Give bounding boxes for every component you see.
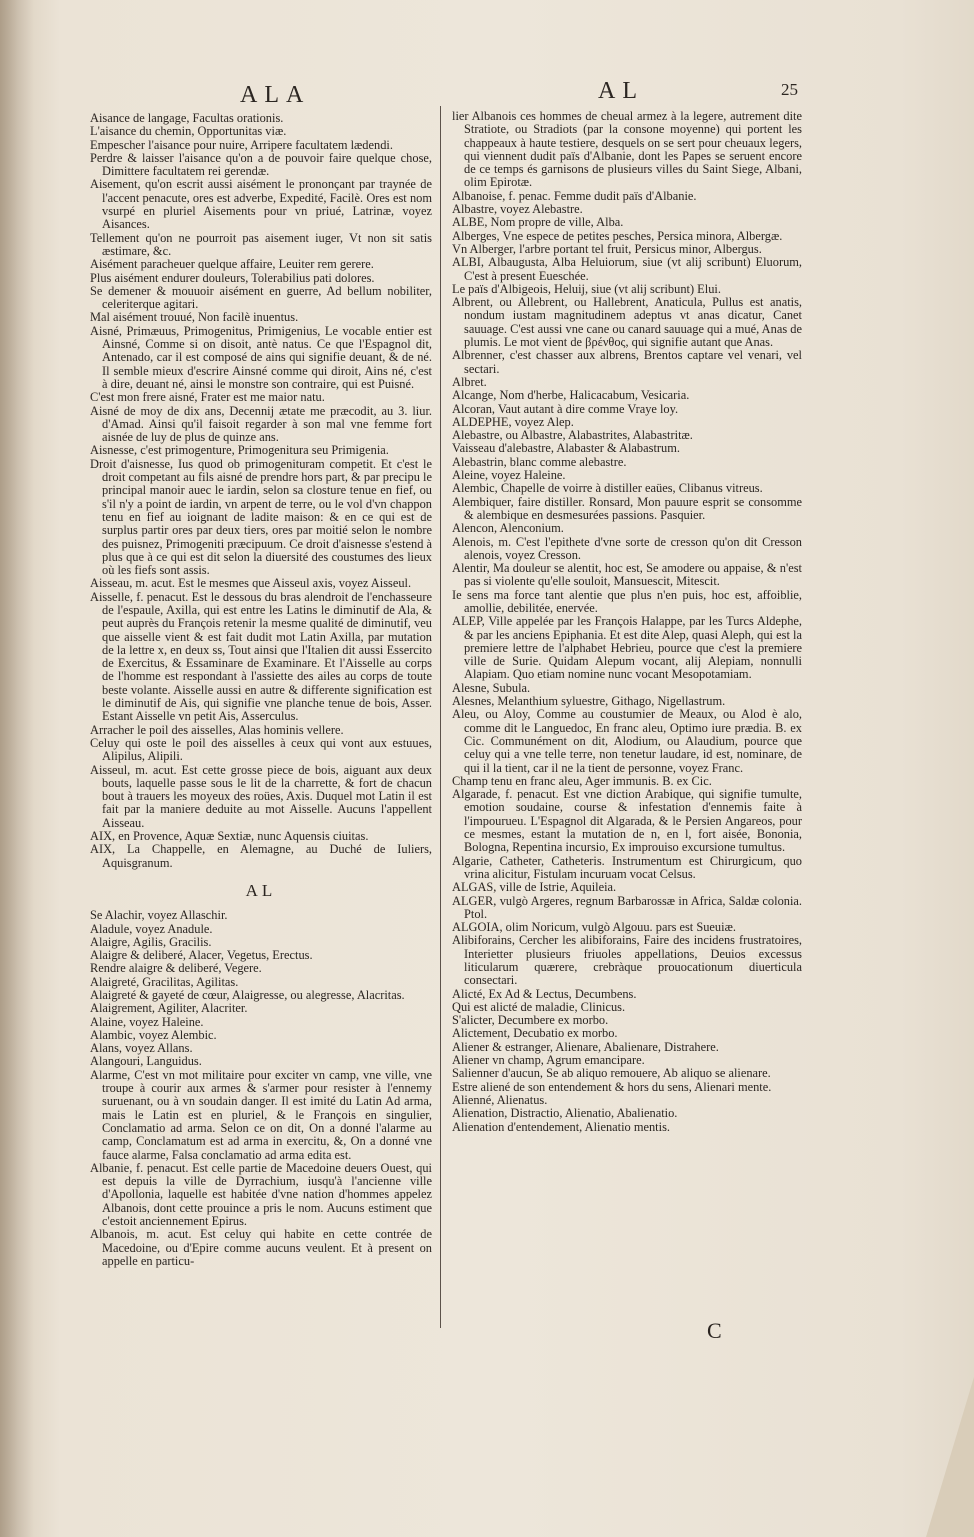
right-entries xyxy=(452,110,802,1134)
dictionary-entry: Alarme, C'est vn mot militaire pour exciter vn camp, vne ville, vne troupe à courir aux armes & s'armer pour resister à l'ennemy suruenant, ou à vn soudain danger. Il est imité du Latin Ad arma, mais le Latin est en pluriel, & le François en singulier, Conclamatio ad arma. Selon ce on dit, On a donné l'alarme au camp, Conclamatum est ad arma in exercitu, &, On a donné vne fauce alarme, Falsa conclamatio ad arma edita est. xyxy=(90,1067,432,1162)
dictionary-entry: Alaigreté & gayeté de cœur, Alaigresse, ou alegresse, Alacritas. xyxy=(90,988,405,1002)
dictionary-entry: Se Alachir, voyez Allaschir. xyxy=(90,908,228,923)
dictionary-entry: Alcange, Nom d'herbe, Halicacabum, Vesicaria. xyxy=(452,388,690,403)
dictionary-entry: S'alicter, Decumbere ex morbo. xyxy=(452,1013,609,1028)
left-column xyxy=(90,112,432,1268)
dictionary-entry: Vn Alberger, l'arbre portant tel fruit, Persicus minor, Albergus. xyxy=(452,241,762,256)
dictionary-entry: Rendre alaigre & deliberé, Vegere. xyxy=(90,961,262,976)
dictionary-entry: Alberges, Vne espece de petites pesches, Persica minora, Albergæ. xyxy=(452,228,783,243)
dictionary-entry: Alaine, voyez Haleine. xyxy=(90,1014,204,1029)
column-rule xyxy=(440,106,441,1328)
dictionary-entry: Alibiforains, Cercher les alibiforains, Faire des incidens frustratoires, Interietter plusieurs friuoles appellations, Deuios excessus liticularum quærere, crebràque prouocationum diuerticula consectari. xyxy=(452,933,802,988)
dictionary-entry: Albrent, ou Allebrent, ou Hallebrent, Anaticula, Pullus est anatis, nondum iustam magnitudinem adeptus vt anas dicatur, Canet sauuage. C'est aussi vne cane ou canard sauuage qui a mué, Anas de plumis. Le mot vient de βρένθος, qui signifie autant que Anas. xyxy=(452,295,802,350)
page-corner xyxy=(926,1377,974,1537)
dictionary-entry: Aisement, qu'on escrit aussi aisément le prononçant par traynée de l'accent penacute, ores est adverbe, Expedité, Facilè. Ores est nom vsurpé en pluriel Aisements pour vn priué, Latrinæ, voyez Aisances. xyxy=(90,177,432,232)
dictionary-entry: Albrenner, c'est chasser aux albrens, Brentos captare vel venari, vel sectari. xyxy=(452,348,802,376)
dictionary-entry: Alienation, Distractio, Alienatio, Abalienatio. xyxy=(452,1106,678,1121)
left-entries xyxy=(90,112,432,870)
dictionary-entry: Alcoran, Vaut autant à dire comme Vraye loy. xyxy=(452,401,679,416)
dictionary-entry: Aleu, ou Aloy, Comme au coustumier de Meaux, ou Alod è alo, comme dit le Languedoc, En franc aleu, Optimo iure prædia. B. ex Cic. Communément on dit, Alodium, ou Alaudium, pource que celuy qui a vne telle terre, non tenetur laudare, id est, nominare, de qui il la tient, car il ne la tient de personne, voyez Franc. xyxy=(452,707,802,775)
dictionary-entry: Aliener vn champ, Agrum emancipare. xyxy=(452,1053,645,1068)
dictionary-entry: Arracher le poil des aisselles, Alas hominis vellere. xyxy=(90,722,344,737)
dictionary-entry: ALGOIA, olim Noricum, vulgò Algouu. pars est Sueuiæ. xyxy=(452,920,736,935)
dictionary-entry: Droit d'aisnesse, Ius quod ob primogenituram competit. Et c'est le droit competant au fils aisné de prendre hors part, & par precipu le principal manoir auec le iardin, selon sa closture tenue en fief, ou s'il n'y a point de iardin, vn arpent de terre, ou le vol d'vn chappon tenu en fief au ioignant de ladite maison: & en ce qui est de surplus partir ores par deux tiers, ores par moitié selon le nombre des puisnez, Primogeniti præcipuum. Ce droit d'aisnesse s'estend à plus que à ce qui est dit selon la diuersité des coustumes des lieux où les fiefs sont assis. xyxy=(90,456,433,578)
dictionary-entry: Alangouri, Languidus. xyxy=(90,1054,202,1069)
dictionary-entry: ALBI, Albaugusta, Alba Heluiorum, siue (vt alij scribunt) Eluorum, C'est à present Eueschée. xyxy=(452,255,802,283)
dictionary-entry: Alaigre & deliberé, Alacer, Vegetus, Erectus. xyxy=(90,948,313,963)
dictionary-entry: Alembiquer, faire distiller. Ronsard, Mon pauure esprit se consomme & alembique en desmesurées passions. Pasquier. xyxy=(452,494,802,522)
dictionary-entry: Aisément paracheuer quelque affaire, Leuiter rem gerere. xyxy=(90,257,374,272)
dictionary-entry: lier Albanois ces hommes de cheual armez à la legere, autrement dite Stratiote, ou Stradiots (par la consone moyenne) qui portent les chappeaux à haute testiere, desquels on se sert pour cheuaux legers, qui viennent dudit païs d'Albanie, dont les Papes se seruent encore de ce temps és garnisons de plusieurs villes du Saint Siege, Albani, olim Epirotæ. xyxy=(452,109,802,190)
dictionary-entry: ALGAS, ville de Istrie, Aquileia. xyxy=(452,880,617,895)
dictionary-entry: AIX, La Chappelle, en Alemagne, au Duché de Iuliers, Aquisgranum. xyxy=(90,842,432,870)
binding-shadow xyxy=(0,0,34,1537)
dictionary-entry: ALGER, vulgò Argeres, regnum Barbarossæ in Africa, Saldæ colonia. Ptol. xyxy=(452,893,802,921)
section-heading: AL xyxy=(245,880,277,900)
dictionary-entry: Alaigreté, Gracilitas, Agilitas. xyxy=(90,974,239,989)
dictionary-entry: Celuy qui oste le poil des aisselles à ceux qui vont aux estuues, Alipilus, Alipili. xyxy=(90,735,432,764)
running-head-right: AL xyxy=(598,78,644,104)
dictionary-entry: Aisné de moy de dix ans, Decennij ætate me præcodit, au 3. liur. d'Amad. Ainsi qu'il faisoit regarder à son mal vne femme fort aisnée de luy de plus de quinze ans. xyxy=(90,403,432,445)
dictionary-entry: Vaisseau d'alebastre, Alabaster & Alabastrum. xyxy=(452,441,680,456)
dictionary-entry: Alentir, Ma douleur se alentit, hoc est, Se amodere ou appaise, & n'est pas si violente qu'elle souloit, Mansuescit, Mitescit. xyxy=(452,561,802,589)
dictionary-entry: Le païs d'Albigeois, Heluij, siue (vt alij scribunt) Elui. xyxy=(452,281,721,296)
dictionary-entry: Alambic, voyez Alembic. xyxy=(90,1027,217,1042)
dictionary-entry: Alicté, Ex Ad & Lectus, Decumbens. xyxy=(452,986,637,1001)
dictionary-entry: Champ tenu en franc aleu, Ager immunis. B. ex Cic. xyxy=(452,773,712,788)
running-head-left: ALA xyxy=(240,82,311,108)
dictionary-entry: Alaigrement, Agiliter, Alacriter. xyxy=(90,1001,248,1016)
dictionary-entry: Alesne, Subula. xyxy=(452,680,531,695)
catchword: C xyxy=(707,1318,722,1343)
dictionary-entry: Alienné, Alienatus. xyxy=(452,1092,548,1107)
dictionary-entry: Perdre & laisser l'aisance qu'on a de pouvoir faire quelque chose, Dimittere facultatem rei gerendæ. xyxy=(90,150,432,179)
dictionary-entry: Se demener & mouuoir aisément en guerre, Ad bellum nobiliter, celeriterque agitari. xyxy=(90,283,432,312)
dictionary-entry: ALDEPHE, voyez Alep. xyxy=(452,414,574,429)
dictionary-entry: Aisnesse, c'est primogenture, Primogenitura seu Primigenia. xyxy=(90,443,389,458)
dictionary-entry: ALEP, Ville appelée par les François Halappe, par les Turcs Aldephe, & par les anciens Epiphania. Et est dite Alep, quasi Aleph, qui est la premiere lettre de l'alphabet Hebrieu, pource que c'est la premiere ville de Surie. Quidam Alepum vocant, alij Alepiam, nonnulli Alapiam. Quo etiam nomine nunc vocant Mesopotamiam. xyxy=(452,614,802,682)
dictionary-entry: Salienner d'aucun, Se ab aliquo remouere, Ab aliquo se alienare. xyxy=(452,1066,771,1081)
dictionary-entry: Qui est alicté de maladie, Clinicus. xyxy=(452,999,626,1014)
dictionary-entry: Tellement qu'on ne pourroit pas aisement iuger, Vt non sit satis æstimare, &c. xyxy=(90,230,432,258)
dictionary-entry: Aleine, voyez Haleine. xyxy=(452,468,566,483)
dictionary-entry: C'est mon frere aisné, Frater est me maior natu. xyxy=(90,390,325,405)
left-entries-continued xyxy=(90,909,432,1268)
dictionary-entry: Aisné, Primæuus, Primogenitus, Primigenius, Le vocable entier est Ainsné, Comme si on disoit, antè natus. Ce que l'Espagnol dit, Antenado, car il est composé de ains qui signifie deuant, & de né. Il semble mieux d'escrire Ainsné comme qui diroit, Ains né, c'est à dire, deuant né, ainsi le monstre son contraire, qui est Puisné. xyxy=(90,323,432,391)
dictionary-entry: Alebastrin, blanc comme alebastre. xyxy=(452,454,627,469)
dictionary-entry: Albret. xyxy=(452,374,487,389)
dictionary-entry: Albastre, voyez Alebastre. xyxy=(452,202,583,217)
dictionary-entry: Aliener & estranger, Alienare, Abalienare, Distrahere. xyxy=(452,1039,719,1054)
dictionary-entry: Aisselle, f. penacut. Est le dessous du bras alendroit de l'enchasseure de l'espaule, Axilla, qui est entre les Latins le diminutif de Ala, & peut auprès du François retenir la mesme qualité de diminutif, veu que aisselle vient & est fait dudit mot Latin Axilla, par mutation de la lettre x, en deux ss, Tout ainsi que l'Italien dit aussi Essercito de Exercitus, & Essaminare de Examinare. Et l'Aisselle au corps de l'homme est respondant à l'assiette des ailes au corps de toute beste volante. Aisselle aussi en autre & differente signification est le diminutif de Ais, qui signifie vne planche tenue de bois, Asser. Estant Aisselle vn petit Ais, Asserculus. xyxy=(90,589,432,724)
dictionary-entry: Estre aliené de son entendement & hors du sens, Alienari mente. xyxy=(452,1079,772,1094)
right-column xyxy=(452,110,802,1134)
dictionary-entry: Albanoise, f. penac. Femme dudit païs d'Albanie. xyxy=(452,188,697,203)
dictionary-entry: Albanie, f. penacut. Est celle partie de Macedoine deuers Ouest, qui est depuis la ville de Dyrrachium, iusqu'à l'ancienne ville d'Apollonia, laquelle est habitée d'vne nation d'hommes appelez Albanois, dont cette prouince a pris le nom. Aucuns estiment que c'estoit anciennement Epirus. xyxy=(90,1160,432,1229)
dictionary-entry: AIX, en Provence, Aquæ Sextiæ, nunc Aquensis ciuitas. xyxy=(90,829,369,844)
dictionary-entry: Aisance de langage, Facultas orationis. xyxy=(90,111,284,125)
dictionary-entry: Alienation d'entendement, Alienatio mentis. xyxy=(452,1119,670,1134)
dictionary-entry: Alesnes, Melanthium syluestre, Githago, Nigellastrum. xyxy=(452,694,726,709)
dictionary-entry: Plus aisément endurer douleurs, Tolerabilius pati dolores. xyxy=(90,270,375,285)
dictionary-entry: Albanois, m. acut. Est celuy qui habite en cette contrée de Macedoine, ou d'Epire comme aucuns veulent. Et à present on appelle en particu- xyxy=(90,1227,432,1268)
dictionary-entry: Empescher l'aisance pour nuire, Arripere facultatem lædendi. xyxy=(90,137,393,152)
dictionary-entry: Alencon, Alenconium. xyxy=(452,521,564,536)
dictionary-entry: ALBE, Nom propre de ville, Alba. xyxy=(452,215,624,230)
dictionary-entry: Ie sens ma force tant alentie que plus n'en puis, hoc est, affoiblie, amollie, debilitée, enervée. xyxy=(452,587,802,615)
dictionary-entry: Mal aisément trouué, Non facilè inuentus. xyxy=(90,310,299,325)
dictionary-entry: Aisseau, m. acut. Est le mesmes que Aisseul axis, voyez Aisseul. xyxy=(90,576,412,591)
dictionary-entry: Alembic, Chapelle de voirre à distiller eaües, Clibanus vitreus. xyxy=(452,481,763,496)
dictionary-entry: Aladule, voyez Anadule. xyxy=(90,921,213,936)
dictionary-entry: Algarade, f. penacut. Est vne diction Arabique, qui signifie tumulte, emotion soudaine, course & infestation d'ennemis faite à l'impourueu. L'Espagnol dit Algarada, & le Persien Angareos, pour ce mesmes, estant la mutation de n, en l, fort aisée, Bononia, Bologna, Repentina incursio, Ex improuiso excursione tumultus. xyxy=(452,787,802,855)
dictionary-entry: Alenois, m. C'est l'epithete d'vne sorte de cresson qu'on dit Cresson alenois, voyez Cresson. xyxy=(452,534,802,562)
dictionary-entry: Algarie, Catheter, Catheteris. Instrumentum est Chirurgicum, quo vrina alicitur, Fistulam incuruam vocat Celsus. xyxy=(452,853,802,881)
dictionary-entry: L'aisance du chemin, Opportunitas viæ. xyxy=(90,124,287,139)
dictionary-entry: Alebastre, ou Albastre, Alabastrites, Alabastritæ. xyxy=(452,428,693,443)
dictionary-entry: Alaigre, Agilis, Gracilis. xyxy=(90,934,212,949)
dictionary-entry: Alictement, Decubatio ex morbo. xyxy=(452,1026,618,1041)
dictionary-entry: Alans, voyez Allans. xyxy=(90,1041,193,1056)
dictionary-entry: Aisseul, m. acut. Est cette grosse piece de bois, aiguant aux deux bouts, laquelle passe sous le lit de la charrette, & fort de chacun bout à trauers les moyeux des roües, Axis. Duquel mot Latin il est fait par la maniere deduite au mot Aisselle. Aucuns l'appellent Aisseau. xyxy=(90,762,432,830)
page-number: 25 xyxy=(781,80,798,99)
